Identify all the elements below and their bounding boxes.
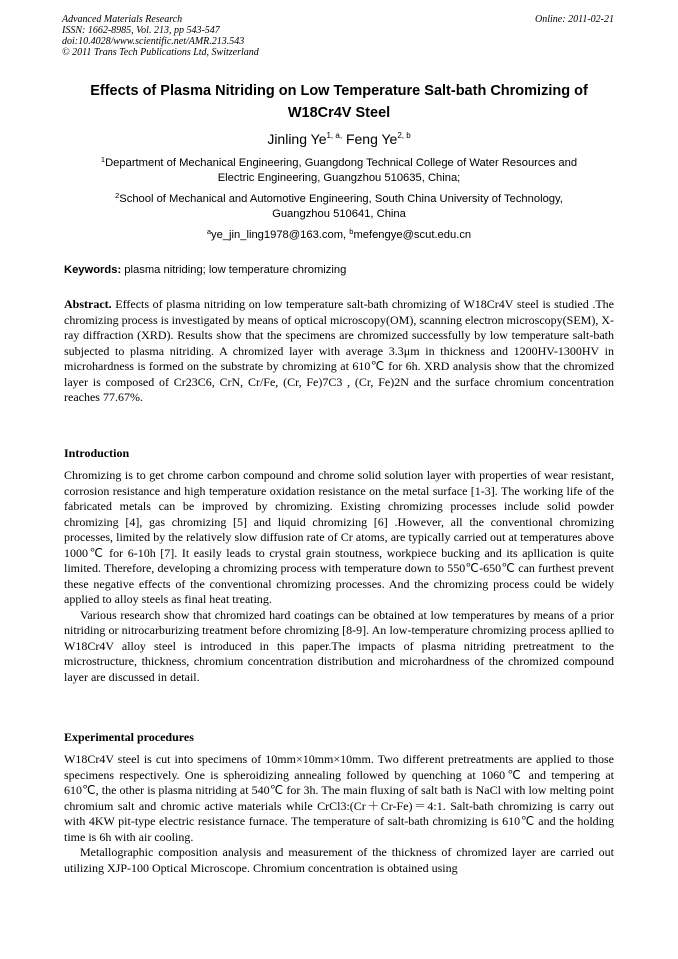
introduction-body	[64, 468, 614, 685]
email-a-sup: a	[206, 227, 212, 236]
affiliation-1-sup: 1	[100, 155, 106, 164]
experimental-paragraph-2: Metallographic composition analysis and measurement of the thickness of chromized layer are carried out utilizing XJP-100 Optical Microscope. Chromium concentration is obtained using	[64, 845, 614, 875]
online-date: Online: 2011-02-21	[535, 14, 614, 25]
affiliation-2	[60, 192, 618, 222]
introduction-heading: Introduction	[64, 446, 130, 460]
email-line	[60, 228, 618, 243]
introduction-paragraph-2: Various research show that chromized hard coatings can be obtained at low temperatures by means of a prior nitriding or nitrocarburizing treatment before chromizing [8-9]. An low-temperature chromizing process apllied to W18Cr4V alloy steel is introduced in this paper.The impacts of plasma nitriding pretreatment to the microstructure, thickness, chromium concentration distribution and microhardness of the chromized compound layer are discussed in detail.	[64, 607, 614, 684]
journal-name: Advanced Materials Research	[62, 14, 183, 25]
author-1-sup: 1, a,	[326, 131, 343, 140]
affiliation-2-sup: 2	[115, 191, 120, 200]
abstract-text: Effects of plasma nitriding on low temperature salt-bath chromizing of W18Cr4V steel is studied .The chromizing process is investigated by means of optical microscopy(OM), scanning electron microscopy(SEM), X-ray diffraction (XRD). Results show that the specimens are chromized successfully by low temperature salt-bath subjected to plasma nitriding. A chromized layer with average 3.3μm in thickness and 1200HV-1300HV in microhardness is formed on the substrate by chromizing at 610℃ for 6h. XRD analysis show that the chromized layer is composed of Cr23C6, CrN, Cr/Fe, (Cr, Fe)7C3 , (Cr, Fe)2N and the surface chromium concentration reaches 77.67%.	[64, 297, 614, 404]
issn-line: ISSN: 1662-8985, Vol. 213, pp 543-547	[62, 25, 220, 36]
experimental-heading: Experimental procedures	[64, 730, 194, 744]
email-b[interactable]: mefengye@scut.edu.cn	[353, 229, 472, 241]
email-a[interactable]: ye_jin_ling1978@163.com,	[211, 229, 350, 241]
keywords-label: Keywords:	[64, 264, 122, 276]
email-b-sup: b	[349, 227, 354, 236]
affiliation-2-line-2: Guangzhou 510641, China	[272, 208, 406, 220]
affiliation-2-line-1: School of Mechanical and Automotive Engineering, South China University of Technology,	[119, 193, 563, 205]
author-1-name: Jinling Ye	[267, 131, 327, 147]
affiliation-1-line-2: Electric Engineering, Guangzhou 510635, China;	[217, 172, 461, 184]
author-2-sup: 2, b	[397, 131, 411, 140]
copyright-line: © 2011 Trans Tech Publications Ltd, Switzerland	[62, 47, 259, 58]
abstract-label: Abstract.	[64, 297, 112, 311]
experimental-paragraph-1: W18Cr4V steel is cut into specimens of 10mm×10mm×10mm. Two different pretreatments are applied to those specimens respectively. One is spheroidizing annealing followed by quenching at 1060℃ and tempering at 610℃, the other is plasma nitriding at 540℃ for 3h. The main fluxing of salt bath is NaCl with low melting point chromium salt and chromic active materials while CrCl3:(Cr＋Cr-Fe)＝4:1. Salt-bath chromizing is carry out with 4KW pit-type electric resistance furnace. The temperature of salt-bath chromizing is 610℃ and the holding time is 6h with air cooling.	[64, 752, 614, 844]
affiliation-1-line-1: Department of Mechanical Engineering, Guangdong Technical College of Water Resources and	[105, 157, 578, 169]
title-line-2: W18Cr4V Steel	[287, 105, 391, 121]
author-2-name: Feng Ye	[342, 131, 398, 147]
experimental-body	[64, 752, 614, 876]
title-line-1: Effects of Plasma Nitriding on Low Temperature Salt-bath Chromizing of	[90, 83, 588, 99]
keywords-text: plasma nitriding; low temperature chromizing	[121, 264, 347, 276]
journal-header	[62, 14, 614, 58]
author-list	[40, 130, 638, 148]
introduction-paragraph-1: Chromizing is to get chrome carbon compound and chrome solid solution layer with properties of wear resistant, corrosion resistance and high temperature oxidation resistance on the metal surface [1-3]. The working life of the fabricated metals can be improved by chromizing. Existing chromizing processes include solid powder chromizing [4], gas chromizing [5] and liquid chromizing [6] .However, all the conventional chromizing processes, limited by the relatively slow diffusion rate of Cr atoms, are typically carried out at temperatures above 1000℃ for 6-10h [7]. It easily leads to crystal grain stoutness, workpiece bucking and its apllication is quite limited. Therefore, developing a chromizing process with temperature down to 550℃-650℃ can furthest prevent these negative effects of the conventional chromizing processes. And the chromizing process could be widely applied to alloy steels as final heat treating.	[64, 468, 614, 606]
paper-title	[40, 80, 638, 124]
abstract	[64, 297, 614, 406]
affiliation-1	[60, 156, 618, 186]
keywords	[64, 263, 616, 278]
doi-line: doi:10.4028/www.scientific.net/AMR.213.543	[62, 36, 245, 47]
